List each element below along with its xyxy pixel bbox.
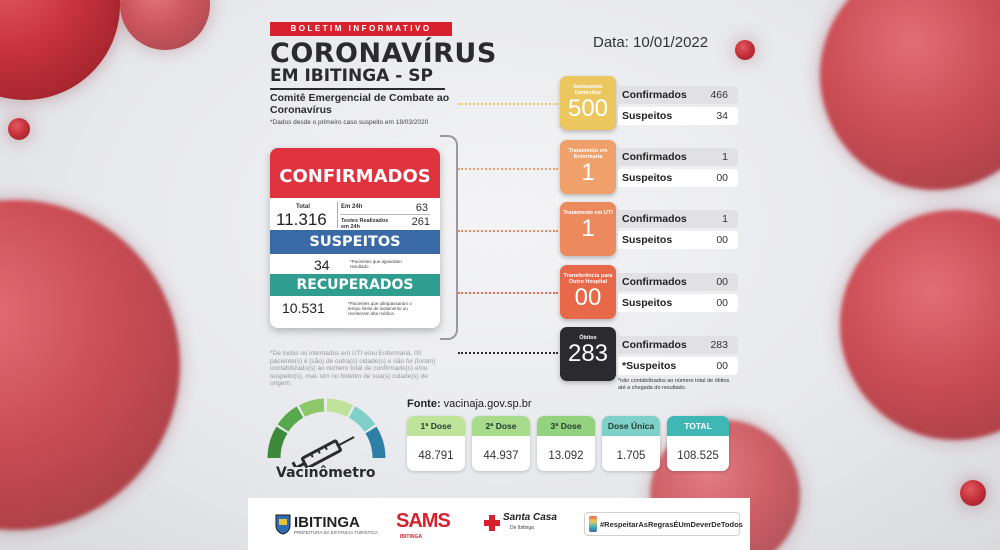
dose-value: 1.705 — [616, 450, 646, 462]
confirmados-value: 1 — [722, 213, 728, 225]
suspeitos-row — [618, 169, 738, 187]
suspeitos-note: *Pacientes que aguardam resultado — [350, 259, 402, 269]
confirmados-label: Confirmados — [622, 339, 687, 351]
dose-label: 3ª Dose — [537, 416, 595, 436]
dose-label: TOTAL — [667, 416, 729, 436]
city-crest-icon — [274, 513, 292, 535]
confirmados-value: 466 — [710, 89, 728, 101]
suspeitos-label: Suspeitos — [622, 172, 673, 184]
divider — [337, 202, 338, 228]
bulletin-tag: BOLETIM INFORMATIVO — [270, 22, 452, 36]
suspeitos-row — [618, 231, 738, 249]
suspeitos-value: 00 — [716, 172, 728, 184]
suspeitos-label: Suspeitos — [622, 234, 673, 246]
confirmados-row — [618, 148, 738, 166]
recuperados-value: 10.531 — [282, 300, 325, 316]
status-panel — [618, 336, 738, 382]
status-transferencia — [560, 265, 616, 319]
virus-illustration — [960, 480, 986, 506]
dose-value: 13.092 — [548, 450, 584, 462]
dose-card — [602, 416, 660, 471]
hashtag-text: #RespeitarAsRegrasÉUmDeverDeTodos — [600, 520, 743, 529]
dose-value: 108.525 — [677, 450, 719, 462]
confirmados-row — [618, 86, 738, 104]
title-underline — [270, 88, 445, 90]
santa-casa-logo: Santa Casa — [503, 512, 557, 523]
summary-card — [270, 148, 440, 328]
suspeitos-row — [270, 254, 440, 274]
sams-logo: SAMS — [396, 510, 450, 532]
ibitinga-logo-sub: PREFEITURA DA ESTÂNCIA TURÍSTICA — [294, 530, 378, 535]
last24-value: 63 — [415, 202, 428, 214]
source-url: vacinaja.gov.sp.br — [443, 398, 532, 410]
total-label: Total — [296, 204, 310, 210]
recuperados-row — [270, 296, 440, 318]
suspeitos-value: 00 — [716, 297, 728, 309]
status-enfermaria — [560, 140, 616, 194]
status-panel — [618, 273, 738, 319]
virus-illustration — [820, 0, 1000, 190]
tests-label: Testes Realizados em 24h — [341, 218, 389, 230]
confirmados-row — [618, 273, 738, 291]
divider — [340, 214, 430, 215]
suspeitos-value: 34 — [314, 257, 330, 273]
summary-bracket — [440, 135, 458, 340]
virus-illustration — [0, 200, 180, 530]
status-label: Óbitos — [579, 335, 597, 341]
confirmados-row — [618, 210, 738, 228]
status-value: 1 — [581, 215, 595, 242]
dose-value: 44.937 — [483, 450, 519, 462]
hashtag-badge — [584, 512, 743, 536]
virus-illustration — [120, 0, 210, 50]
confirmados-value: 283 — [710, 339, 728, 351]
page-title: CORONAVÍRUS — [270, 38, 497, 69]
last24-label: Em 24h — [341, 204, 363, 210]
suspeitos-row — [618, 357, 738, 375]
dose-label: 1ª Dose — [407, 416, 465, 436]
red-cross-icon — [484, 515, 500, 531]
virus-illustration — [840, 210, 1000, 440]
status-label: Isolamento Domiciliar — [573, 84, 603, 96]
status-value: 00 — [574, 284, 602, 311]
suspeitos-label: Suspeitos — [622, 297, 673, 309]
suspeitos-row — [618, 294, 738, 312]
sams-logo-sub: IBITINGA — [400, 534, 422, 540]
hashtag-color-bar — [589, 516, 597, 532]
vaccinometer-gauge-icon — [262, 392, 392, 467]
suspeitos-value: 00 — [716, 234, 728, 246]
page-subtitle: EM IBITINGA - SP — [270, 66, 433, 86]
ibitinga-logo: IBITINGA — [294, 514, 360, 531]
dose-card — [472, 416, 530, 471]
status-isolamento — [560, 76, 616, 130]
confirmados-value: 00 — [716, 276, 728, 288]
source-line — [407, 398, 532, 410]
bulletin-date: Data: 10/01/2022 — [593, 34, 709, 51]
status-label: Tratamento em UTI — [563, 210, 613, 216]
status-label: Tratamento em Enfermaria — [568, 148, 608, 160]
confirmados-label: Confirmados — [622, 151, 687, 163]
connector-dots — [458, 352, 558, 354]
confirmados-heading: CONFIRMADOS — [270, 148, 440, 198]
dose-value: 48.791 — [418, 450, 454, 462]
connector-dots — [458, 168, 558, 170]
confirmados-row — [618, 336, 738, 354]
suspeitos-row — [618, 107, 738, 125]
confirmados-label: Confirmados — [622, 276, 687, 288]
source-label: Fonte: — [407, 398, 441, 410]
suspeitos-value: 00 — [716, 360, 728, 372]
confirmados-row — [270, 198, 440, 230]
status-panel — [618, 86, 738, 132]
status-panel — [618, 210, 738, 256]
status-value: 500 — [567, 95, 609, 122]
confirmados-label: Confirmados — [622, 213, 687, 225]
vaccinometer-title: Vacinômetro — [276, 465, 376, 481]
dose-total-card — [667, 416, 729, 471]
obitos-note: *não contabilizados ao número total de óbitos até a chegada do resultado. — [618, 378, 730, 391]
suspeitos-label: Suspeitos — [622, 110, 673, 122]
status-value: 1 — [581, 159, 595, 186]
data-note: *Dados desde o primeiro caso suspeito em 18/03/2020 — [270, 119, 429, 126]
virus-illustration — [0, 0, 120, 100]
dose-card — [407, 416, 465, 471]
status-uti — [560, 202, 616, 256]
status-obitos — [560, 327, 616, 381]
dose-label: Dose Única — [602, 416, 660, 436]
connector-dots — [458, 292, 558, 294]
suspeitos-label: *Suspeitos — [622, 360, 677, 372]
status-value: 283 — [567, 340, 609, 367]
suspeitos-heading: SUSPEITOS — [270, 230, 440, 254]
status-label: Transferência para Outro Hospital — [563, 273, 613, 285]
confirmados-label: Confirmados — [622, 89, 687, 101]
virus-illustration — [8, 118, 30, 140]
status-panel — [618, 148, 738, 194]
suspeitos-value: 34 — [716, 110, 728, 122]
footer-logos — [248, 498, 750, 550]
hospital-note: *De todos os internados em UTI e/ou Enfermaria, 00 paciente(s) é (são) de outra(s) cidade(s) e não foi (foram) contabilizado(s) ao número total de confirmado(s) e/ou suspeito(s), mas sim no boletim de sua(s) cidade(s) de origem. — [270, 350, 436, 387]
recuperados-note: *Pacientes que ultrapassaram o tempo limite de isolamento ou receberam alta médica — [348, 301, 412, 316]
total-value: 11.316 — [276, 210, 327, 229]
connector-dots — [458, 230, 558, 232]
committee-name: Comitê Emergencial de Combate ao Coronavírus — [270, 92, 450, 116]
dose-card — [537, 416, 595, 471]
virus-illustration — [735, 40, 755, 60]
confirmados-value: 1 — [722, 151, 728, 163]
santa-casa-logo-sub: De Ibitinga — [510, 525, 534, 531]
dose-label: 2ª Dose — [472, 416, 530, 436]
recuperados-heading: RECUPERADOS — [270, 274, 440, 296]
connector-dots — [458, 103, 558, 105]
tests-value: 261 — [411, 216, 430, 228]
